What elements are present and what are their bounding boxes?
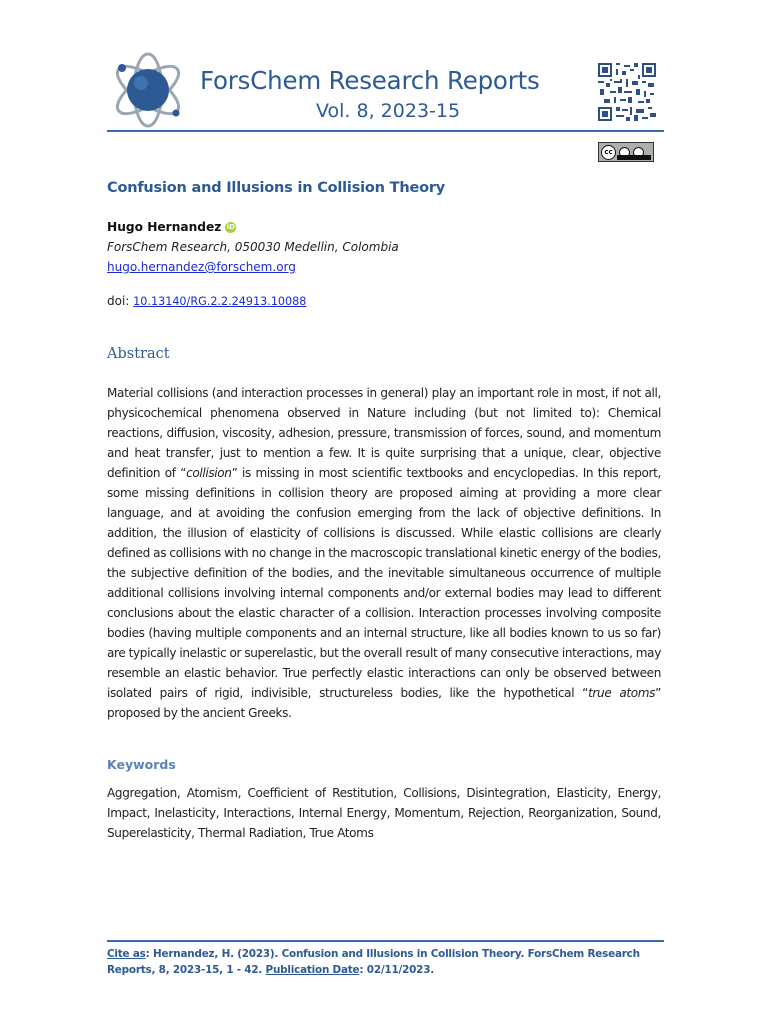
abstract-text-2: ” is missing in most scientific textbooks and encyclopedias. In this report, some missing definitions in collision theory are proposed aiming at providing a more clear language, and at avoiding the confusion emerging from the lack of objective definitions. In addition, the illusion of elasticity of collisions is discussed. While elastic collisions are clearly defined as collisions with no change in the macroscopic translational kinetic energy of the bodies, the subjective definition of the bodies, and the inevitable simultaneous occurrence of multiple additional collisions involving internal components and/or external bodies may lead to different conclusions about the elastic character of a collision. Interaction processes involving composite bodies (having multiple components and an internal structure, like all bodies known to us so far) are typically inelastic or superelastic, but the overall result of many consecutive interactions, may resemble an elastic behavior. True perfectly elastic interactions can only be observed between isolated pairs of rigid, indivisible, structureless bodies, like the hypothetical “ [107,466,661,700]
doi-line [107,294,306,308]
keywords-list: Aggregation, Atomism, Coefficient of Restitution, Collisions, Disintegration, Elasticity, Energy, Impact, Inelasticity, Interactions, Internal Energy, Momentum, Rejection, Reorganization, Sound, Superelasticity, Thermal Radiation, True Atoms [107,786,661,840]
license-strip [617,155,651,160]
qr-code-icon[interactable] [598,62,656,122]
doi-link[interactable]: 10.13140/RG.2.2.24913.10088 [133,295,307,308]
atom-logo-icon [108,50,188,130]
header-divider [107,130,664,132]
paper-title: Confusion and Illusions in Collision Theory [107,180,446,196]
cc-logo: cc [601,145,616,160]
author-email-link[interactable]: hugo.hernandez@forschem.org [107,260,296,274]
abstract-italic-true-atoms: true atoms [588,686,656,700]
doi-label: doi: [107,294,130,308]
author-name: Hugo Hernandez [107,220,222,234]
journal-volume: Vol. 8, 2023-15 [316,100,461,122]
cite-text: : Hernandez, H. (2023). Confusion and Illusions in Collision Theory. ForsChem Research Reports, 8, 2023-15, 1 - 42. [107,948,640,976]
citation-footer [107,946,663,978]
publication-date-value: : 02/11/2023. [359,964,434,976]
orcid-icon[interactable]: iD [226,222,235,231]
abstract-text-3: ” proposed by the ancient Greeks. [107,686,661,720]
cc-by-nc-icon[interactable] [598,142,654,162]
author-affiliation: ForsChem Research, 050030 Medellin, Colombia [107,240,399,254]
abstract-text-1: Material collisions (and interaction processes in general) play an important role in most, if not all, physicochemical phenomena observed in Nature including (but not limited to): Chemical reactions, diffusion, viscosity, adhesion, pressure, transmission of forces, sound, and momentum and heat transfer, just to mention a few. It is quite surprising that a unique, clear, objective definition of “ [107,386,661,480]
cite-as-label: Cite as [107,948,146,960]
abstract-heading: Abstract [107,346,170,362]
author-line [107,220,236,234]
footer-divider [107,940,664,942]
publication-date-label: Publication Date [265,964,360,976]
abstract-body [107,383,661,723]
abstract-italic-collision: collision [186,466,232,480]
keywords-heading: Keywords [107,757,176,772]
journal-title: ForsChem Research Reports [200,66,540,95]
